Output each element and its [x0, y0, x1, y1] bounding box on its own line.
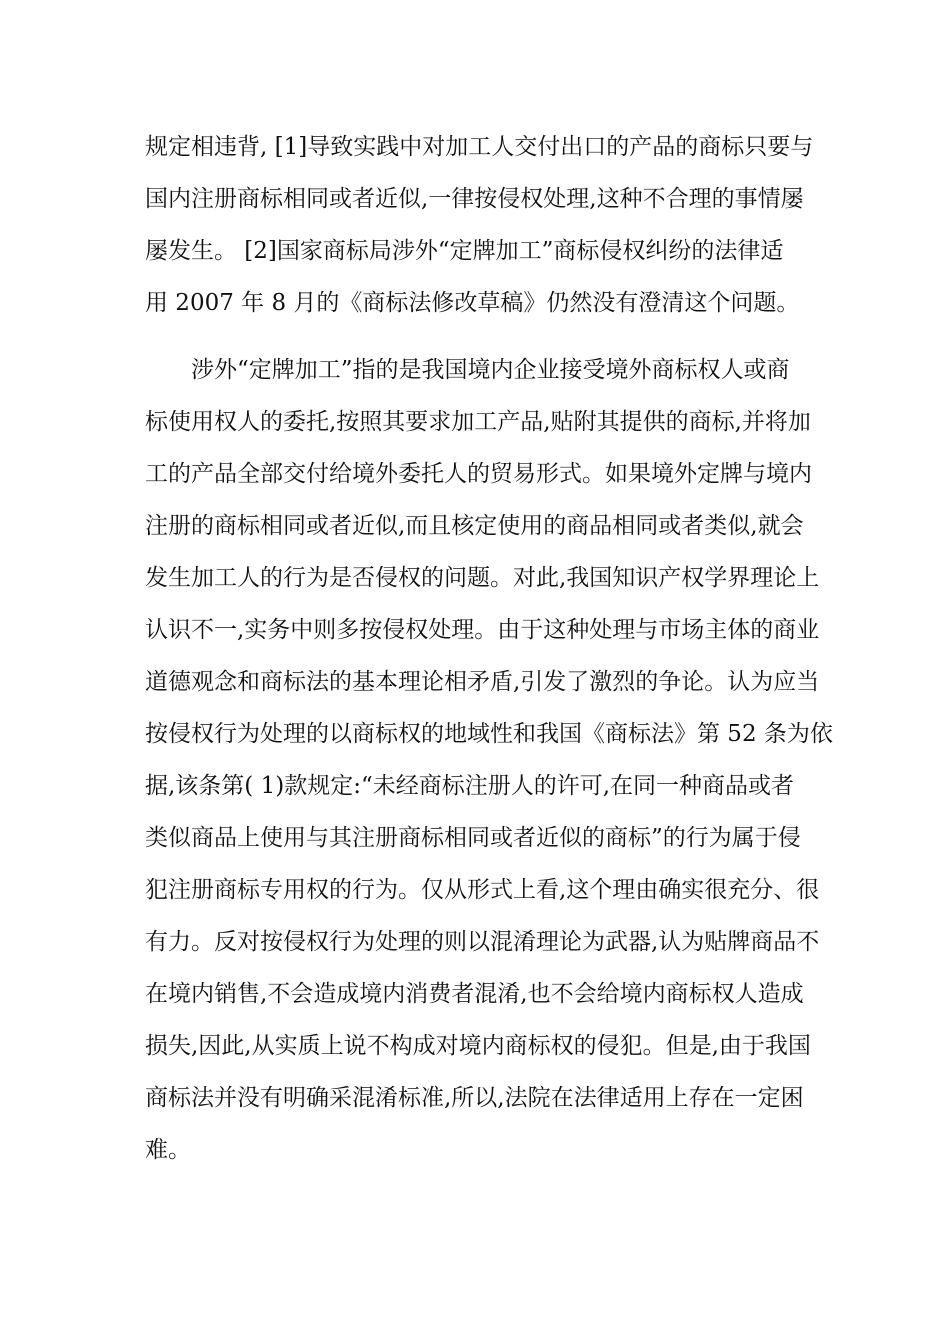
paragraph-line: 难。 — [145, 1137, 191, 1163]
paragraph-line: 有力。反对按侵权行为处理的则以混淆理论为武器,认为贴牌商品不 — [145, 929, 820, 955]
paragraph-line: 国内注册商标相同或者近似,一律按侵权处理,这种不合理的事情屡 — [145, 186, 804, 212]
paragraph-line: 商标法并没有明确采混淆标准,所以,法院在法律适用上存在一定困 — [145, 1085, 804, 1111]
paragraph-line: 类似商品上使用与其注册商标相同或者近似的商标”的行为属于侵 — [145, 825, 801, 851]
paragraph-line: 损失,因此,从实质上说不构成对境内商标权的侵犯。但是,由于我国 — [145, 1033, 811, 1059]
paragraph-line: 用 2007 年 8 月的《商标法修改草稿》仍然没有澄清这个问题。 — [145, 290, 800, 316]
paragraph-line: 据,该条第( 1)款规定:“未经商标注册人的许可,在同一种商品或者 — [145, 773, 795, 799]
paragraph-line: 规定相违背, [1]导致实践中对加工人交付出口的产品的商标只要与 — [145, 134, 814, 160]
paragraph-line: 标使用权人的委托,按照其要求加工产品,贴附其提供的商标,并将加 — [145, 409, 811, 435]
paragraph-line: 在境内销售,不会造成境内消费者混淆,也不会给境内商标权人造成 — [145, 981, 804, 1007]
paragraph-line: 注册的商标相同或者近似,而且核定使用的商品相同或者类似,就会 — [145, 513, 804, 539]
paragraph-line: 犯注册商标专用权的行为。仅从形式上看,这个理由确实很充分、很 — [145, 877, 820, 903]
paragraph-line: 工的产品全部交付给境外委托人的贸易形式。如果境外定牌与境内 — [145, 461, 812, 487]
paragraph-line: 屡发生。 [2]国家商标局涉外“定牌加工”商标侵权纠纷的法律适 — [145, 238, 784, 264]
paragraph-line: 按侵权行为处理的以商标权的地域性和我国《商标法》第 52 条为依 — [145, 721, 833, 747]
paragraph-line: 道德观念和商标法的基本理论相矛盾,引发了激烈的争论。认为应当 — [145, 669, 820, 695]
paragraph-line: 涉外“定牌加工”指的是我国境内企业接受境外商标权人或商 — [191, 357, 790, 383]
paragraph-line: 发生加工人的行为是否侵权的问题。对此,我国知识产权学界理论上 — [145, 565, 820, 591]
paragraph-line: 认识不一,实务中则多按侵权处理。由于这种处理与市场主体的商业 — [145, 617, 820, 643]
